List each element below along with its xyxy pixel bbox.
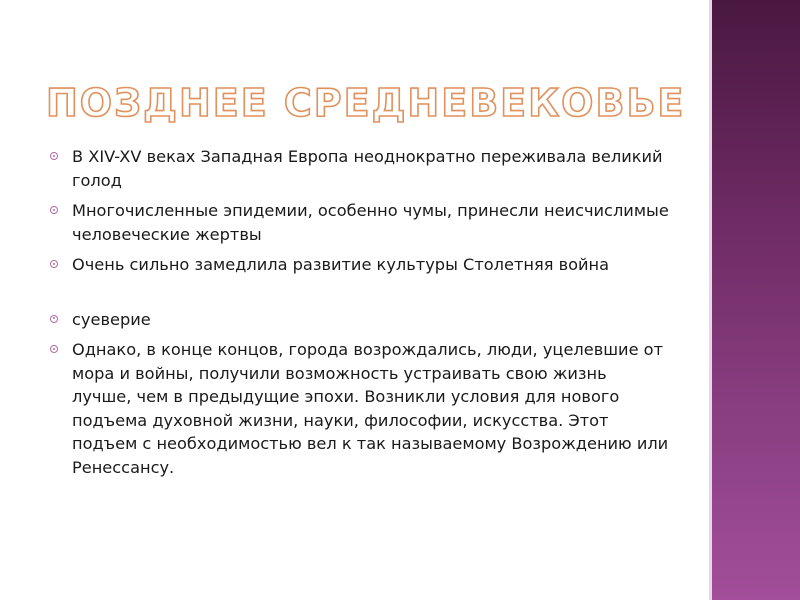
circle-bullet-icon	[50, 152, 58, 160]
bullet-text: Многочисленные эпидемии, особенно чумы, принесли неисчислимые человеческие жертвы	[72, 201, 669, 244]
bullet-list	[48, 145, 670, 486]
list-item	[48, 253, 670, 277]
circle-bullet-icon	[50, 345, 58, 353]
list-item	[48, 199, 670, 246]
list-item	[48, 338, 670, 479]
list-item	[48, 308, 670, 332]
bullet-text: суеверие	[72, 309, 151, 329]
decorative-side-band	[712, 0, 800, 600]
circle-bullet-icon	[50, 206, 58, 214]
list-item	[48, 145, 670, 192]
bullet-text: Однако, в конце концов, города возрождались, люди, уцелевшие от мора и войны, получили возможность устраивать свою жизнь лучше, чем в предыдущие эпохи. Возникли условия для нового подъема духовной жизни, науки, философии, искусства. Этот подъем с необходимостью вел к так называемому Возрождению или Ренессансу.	[72, 340, 669, 477]
circle-bullet-icon	[50, 260, 58, 268]
bullet-text: В XIV-XV веках Западная Европа неоднократно переживала великий голод	[72, 147, 663, 190]
slide-title: ПОЗДНЕЕ СРЕДНЕВЕКОВЬЕ	[46, 81, 686, 125]
circle-bullet-icon	[50, 315, 58, 323]
bullet-text: Очень сильно замедлила развитие культуры Столетняя война	[72, 255, 610, 274]
